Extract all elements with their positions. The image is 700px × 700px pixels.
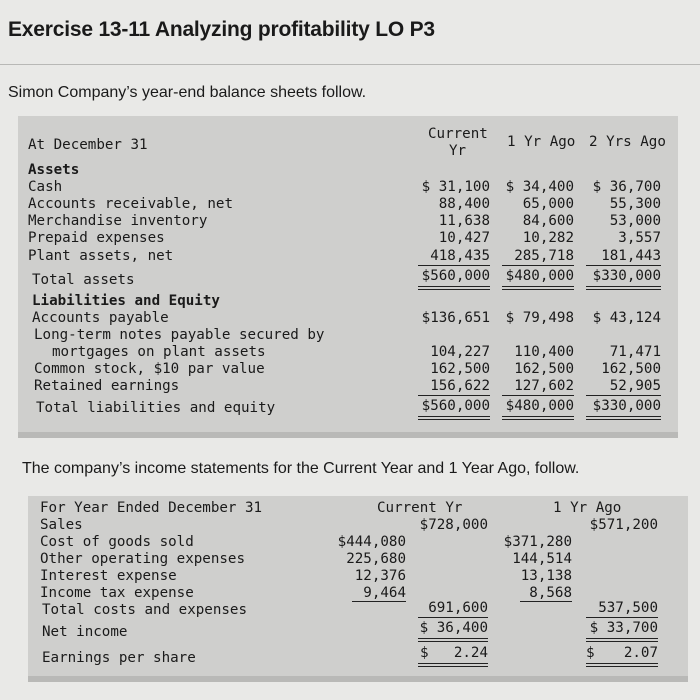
double-underline	[586, 286, 661, 290]
cell-1yr: $371,280	[503, 534, 572, 550]
cell-current: $136,651	[421, 310, 490, 326]
underline	[586, 617, 658, 618]
cell-current: 104,227	[430, 344, 490, 360]
row-label: Interest expense	[40, 568, 177, 584]
cell-current-total: $728,000	[419, 517, 488, 533]
cell-1yr: 162,500	[514, 361, 574, 377]
cell-current: 418,435	[430, 248, 490, 264]
cell-1yr: 285,718	[514, 248, 574, 264]
is-col-1yr: 1 Yr Ago	[553, 500, 622, 516]
cell-1yr-total: $571,200	[589, 517, 658, 533]
underline	[418, 395, 490, 396]
cell-2yr: 3,557	[618, 230, 661, 246]
bs-col-1yr: 1 Yr Ago	[507, 134, 576, 150]
cell-current: 12,376	[354, 568, 406, 584]
double-underline	[418, 286, 490, 290]
row-label: Plant assets, net	[28, 248, 174, 264]
row-label: Prepaid expenses	[28, 230, 165, 246]
cell-2yr: 53,000	[609, 213, 661, 229]
row-label: Cash	[28, 179, 63, 195]
cell-1yr: 8,568	[529, 585, 572, 601]
cell-current: 88,400	[438, 196, 490, 212]
cell-1yr: 13,138	[520, 568, 572, 584]
underline	[418, 617, 488, 618]
cell-1yr-total: $ 33,700	[589, 620, 658, 636]
row-label: Earnings per share	[42, 650, 196, 666]
intro-text: Simon Company’s year-end balance sheets follow.	[8, 84, 367, 101]
cell-current: 162,500	[430, 361, 490, 377]
cell-1yr: 84,600	[522, 213, 574, 229]
cell-current: 10,427	[438, 230, 490, 246]
cell-2yr: 52,905	[609, 378, 661, 394]
cell-2yr: $330,000	[592, 268, 661, 284]
cell-2yr: 162,500	[601, 361, 661, 377]
underline	[418, 265, 490, 266]
is-header-label: For Year Ended December 31	[40, 500, 263, 516]
cell-1yr: 144,514	[512, 551, 572, 567]
cell-1yr-total: 2.07	[623, 645, 658, 661]
row-label: Income tax expense	[40, 585, 194, 601]
row-label: Accounts payable	[32, 310, 169, 326]
cell-1yr: 65,000	[522, 196, 574, 212]
underline	[520, 601, 572, 602]
row-label: Long-term notes payable secured by	[34, 327, 325, 343]
is-col-current: Current Yr	[377, 500, 463, 516]
cell-2yr: 55,300	[609, 196, 661, 212]
double-underline	[502, 416, 574, 420]
page-title: Exercise 13-11 Analyzing profitability LO P3	[8, 18, 435, 41]
cell-current: 11,638	[438, 213, 490, 229]
bs-col-2yr: 2 Yrs Ago	[589, 134, 666, 150]
cell-current-total: 691,600	[428, 600, 488, 616]
double-underline	[586, 663, 658, 667]
row-label: Other operating expenses	[40, 551, 245, 567]
double-underline	[502, 286, 574, 290]
cell-1yr-sign: $	[586, 645, 595, 661]
underline	[502, 265, 574, 266]
row-label: Net income	[42, 624, 128, 640]
cell-1yr: $480,000	[505, 398, 574, 414]
cell-current: $560,000	[421, 268, 490, 284]
assets-heading: Assets	[28, 162, 80, 178]
liabilities-heading: Liabilities and Equity	[32, 293, 220, 309]
row-label: Sales	[40, 517, 83, 533]
underline	[352, 601, 406, 602]
double-underline	[586, 416, 661, 420]
cell-2yr: $ 36,700	[592, 179, 661, 195]
cell-current: 9,464	[363, 585, 406, 601]
underline	[502, 395, 574, 396]
row-label: Retained earnings	[34, 378, 180, 394]
row-label: Cost of goods sold	[40, 534, 194, 550]
double-underline	[586, 638, 658, 642]
row-label: mortgages on plant assets	[52, 344, 266, 360]
cell-current-sign: $	[420, 645, 429, 661]
cell-current-total: 2.24	[453, 645, 488, 661]
bs-col-current-1: Current	[428, 126, 488, 142]
double-underline	[418, 663, 488, 667]
cell-1yr-total: 537,500	[598, 600, 658, 616]
row-label: Merchandise inventory	[28, 213, 208, 229]
cell-1yr: $ 79,498	[505, 310, 574, 326]
bs-header-label: At December 31	[28, 137, 148, 153]
divider	[0, 64, 700, 65]
cell-1yr: 10,282	[522, 230, 574, 246]
row-label: Common stock, $10 par value	[34, 361, 265, 377]
row-label: Total costs and expenses	[42, 602, 247, 618]
cell-current: $560,000	[421, 398, 490, 414]
cell-2yr: 181,443	[601, 248, 661, 264]
row-label: Accounts receivable, net	[28, 196, 233, 212]
cell-current: 225,680	[346, 551, 406, 567]
underline	[586, 265, 661, 266]
double-underline	[418, 416, 490, 420]
cell-1yr: $ 34,400	[505, 179, 574, 195]
cell-current: $444,080	[337, 534, 406, 550]
income-intro-text: The company’s income statements for the Current Year and 1 Year Ago, follow.	[22, 460, 580, 477]
cell-current: $ 31,100	[421, 179, 490, 195]
cell-2yr: 71,471	[609, 344, 661, 360]
cell-2yr: $330,000	[592, 398, 661, 414]
total-le-label: Total liabilities and equity	[36, 400, 276, 416]
total-assets-label: Total assets	[32, 272, 135, 288]
bs-col-current-2: Yr	[449, 143, 467, 159]
underline	[586, 395, 661, 396]
cell-current: 156,622	[430, 378, 490, 394]
cell-1yr: $480,000	[505, 268, 574, 284]
cell-2yr: $ 43,124	[592, 310, 661, 326]
cell-current-total: $ 36,400	[419, 620, 488, 636]
cell-1yr: 127,602	[514, 378, 574, 394]
cell-1yr: 110,400	[514, 344, 574, 360]
double-underline	[418, 638, 488, 642]
